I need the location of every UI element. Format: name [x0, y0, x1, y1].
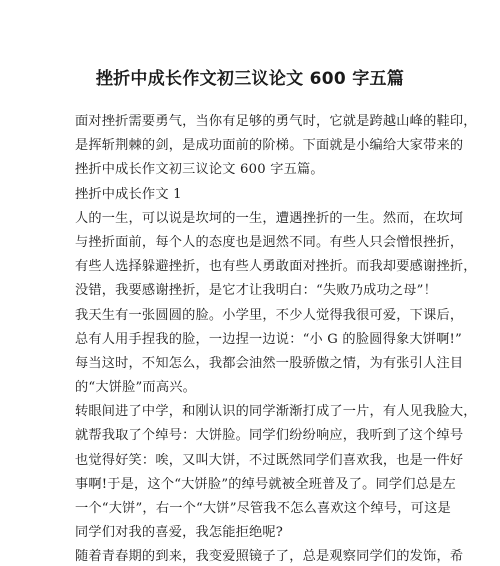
text-line: 是挥斩荆棘的剑，是成功面前的阶梯。下面就是小编给大家带来的 [75, 138, 464, 154]
text-line: 没错，我要感谢挫折，是它才让我明白：“失败乃成功之母”！ [75, 283, 437, 299]
text-line: 与挫折面前，每个人的态度也是迥然不同。有些人只会憎恨挫折， [75, 234, 464, 250]
text-line: 人的一生，可以说是坎坷的一生，遭遇挫折的一生。然而，在坎坷 [75, 210, 464, 226]
text-line: 有些人选择躲避挫折，也有些人勇敢面对挫折。而我却要感谢挫折， [75, 259, 477, 275]
text-line: 转眼间进了中学，和刚认识的同学渐渐打成了一片，有人见我脸大， [75, 404, 477, 420]
section-heading: 挫折中成长作文 1 [75, 186, 182, 202]
document-title: 挫折中成长作文初三议论文 600 字五篇 [95, 69, 405, 89]
text-line: 随着青春期的到来，我变爱照镜子了，总是观察同学们的发饰，希 [75, 549, 464, 565]
text-line: 面对挫折需要勇气，当你有足够的勇气时，它就是跨越山峰的鞋印， [75, 114, 477, 129]
text-line: 每当这时，不知怎么，我都会油然一股骄傲之情，为有张引人注目 [75, 355, 464, 371]
document-body [75, 110, 477, 566]
text-line: 事啊!于是，这个“大饼脸”的绰号就被全班普及了。同学们总是左 [75, 476, 456, 492]
text-line: 一个“大饼”，右一个“大饼”尽管我不怎么喜欢这个绰号，可这是 [75, 501, 451, 516]
text-line: 的“大饼脸”而高兴。 [75, 380, 196, 396]
text-line: 我天生有一张圆圆的脸。小学里，不少人觉得我很可爱，下课后， [75, 307, 464, 323]
text-line: 总有人用手捏我的脸，一边捏一边说：“小 G 的脸圆得象大饼啊!” [75, 331, 462, 347]
text-line: 挫折中成长作文初三议论文 600 字五篇。 [75, 162, 324, 178]
text-line: 也觉得好笑：唉，又叫大饼，不过既然同学们喜欢我，也是一件好 [75, 452, 464, 468]
text-line: 就帮我取了个绰号：大饼脸。同学们纷纷响应，我听到了这个绰号 [75, 428, 464, 444]
text-line: 同学们对我的喜爱，我怎能拒绝呢? [75, 525, 284, 541]
